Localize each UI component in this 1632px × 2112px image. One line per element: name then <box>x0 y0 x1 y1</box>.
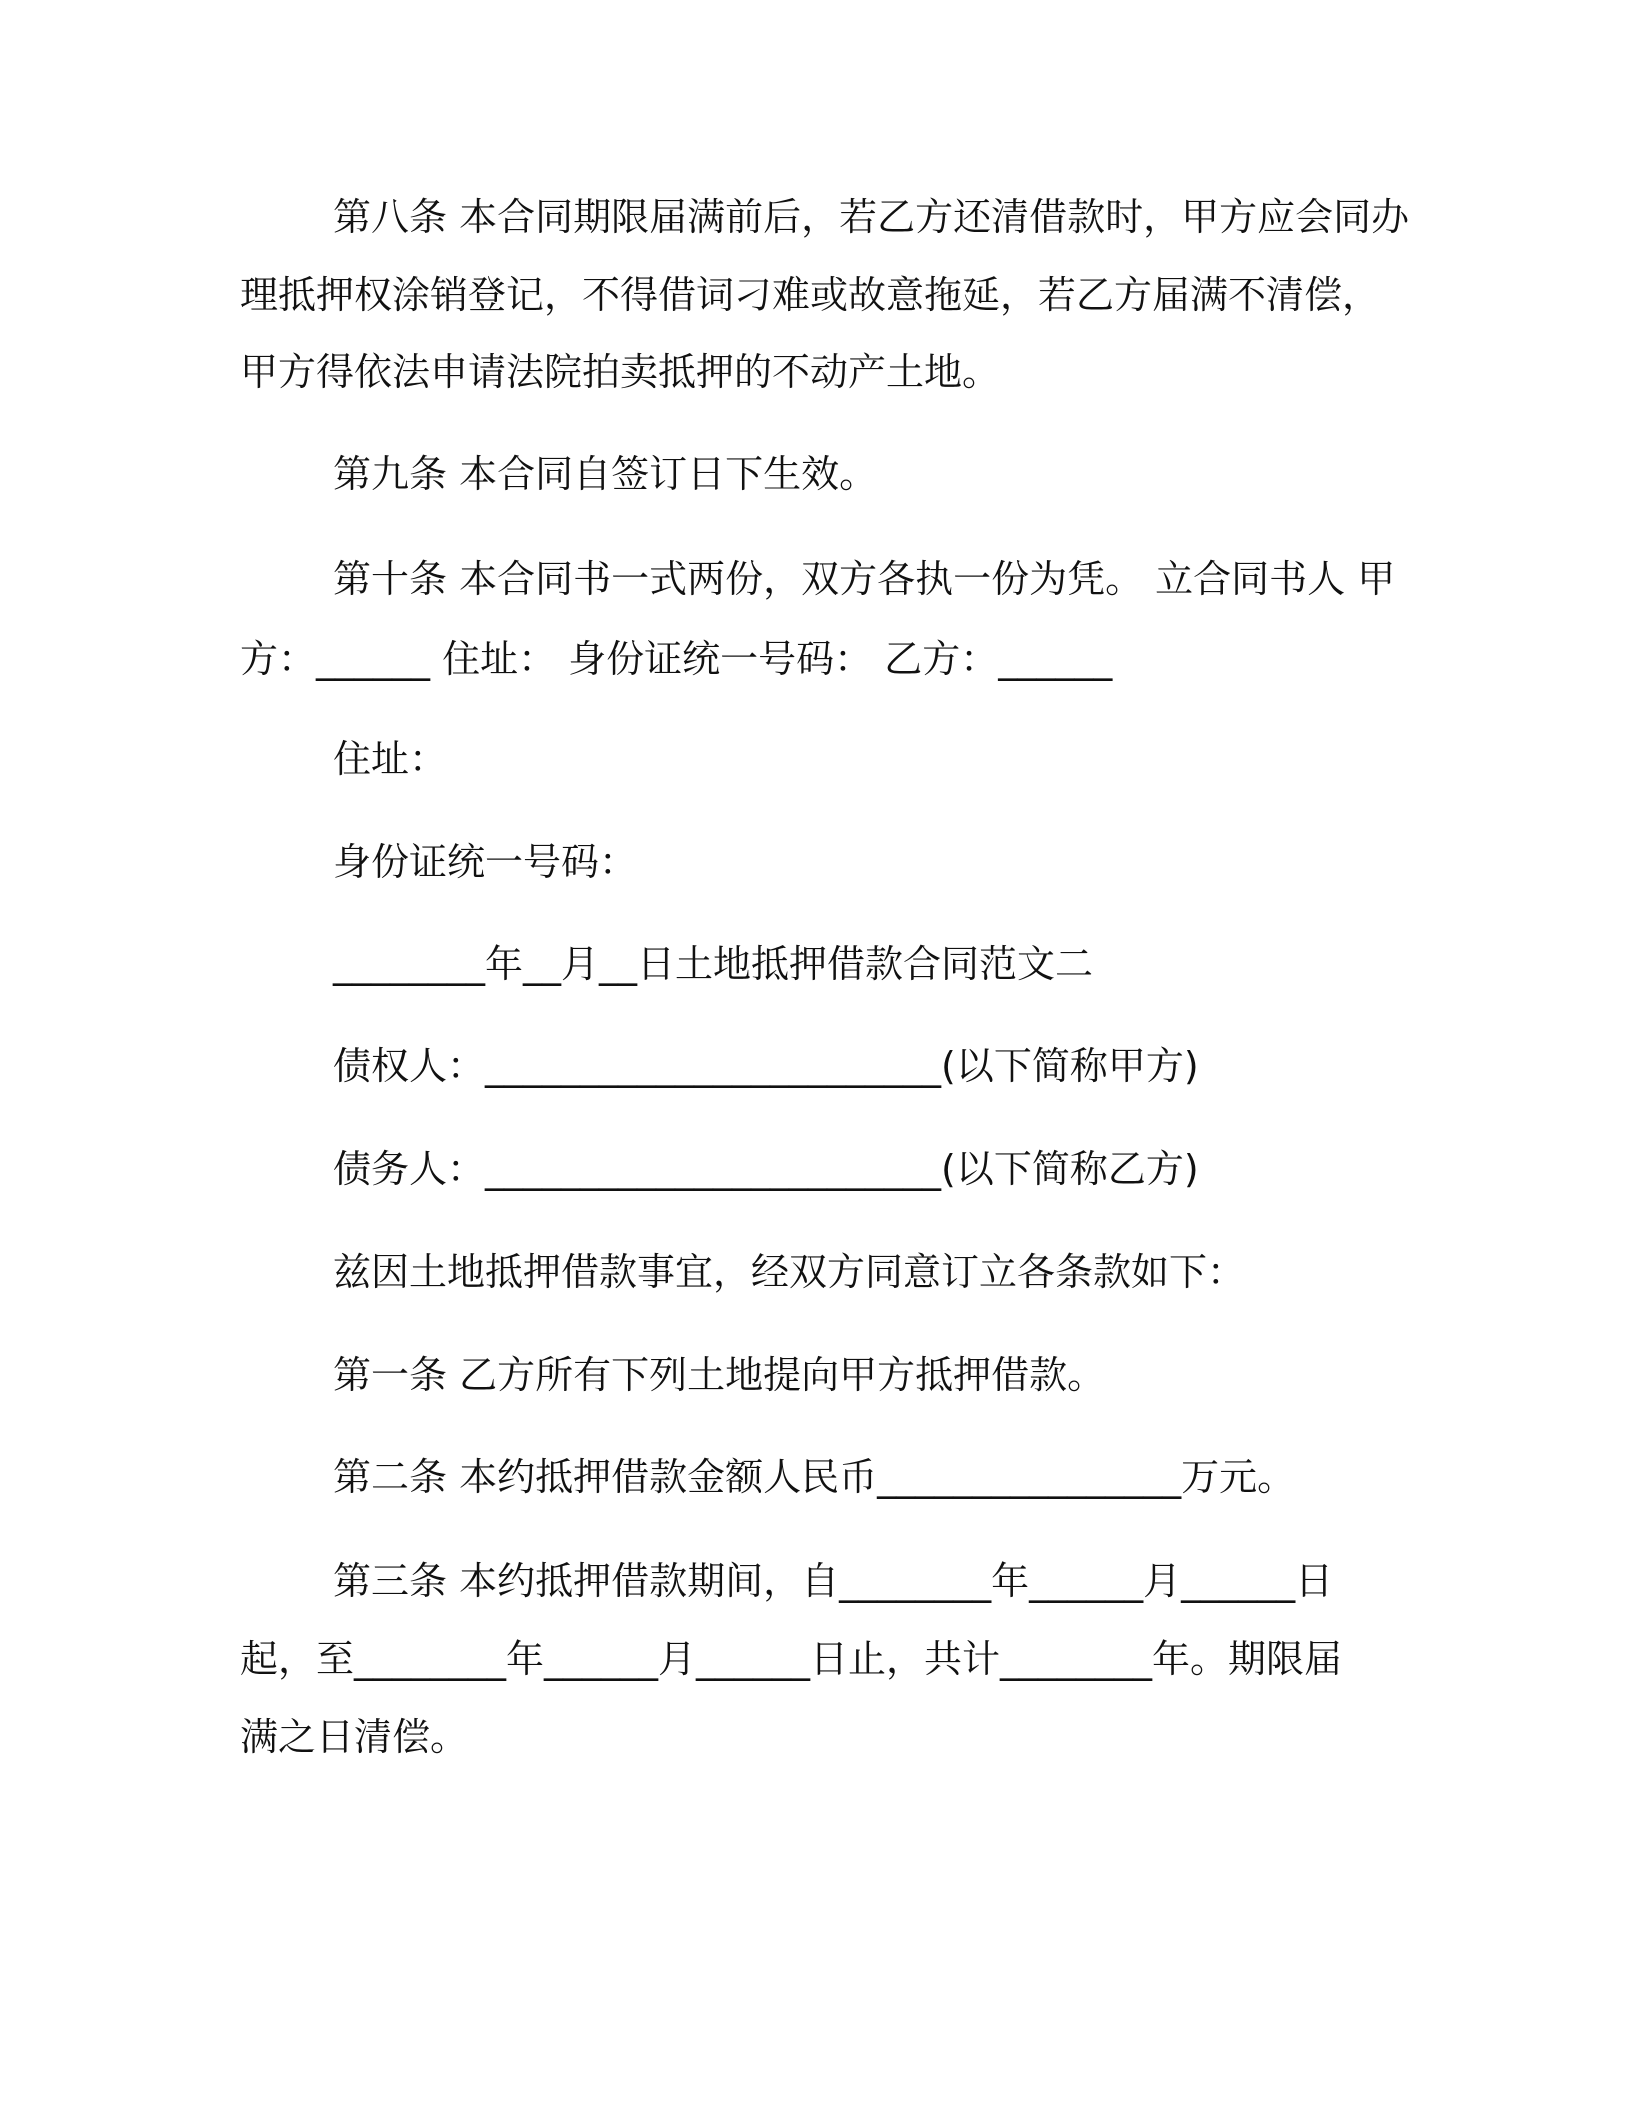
article-2: 第二条 本约抵押借款金额人民币________________万元。 <box>333 1455 1296 1499</box>
contract-two-heading: ________年__月__日土地抵押借款合同范文二 <box>333 942 1094 986</box>
debtor-line: 债务人：________________________(以下简称乙方) <box>333 1147 1199 1191</box>
article-8-line-2: 理抵押权涂销登记，不得借词刁难或故意拖延，若乙方届满不清偿， <box>240 273 1381 317</box>
article-9: 第九条 本合同自签订日下生效。 <box>333 452 878 496</box>
id-number-label: 身份证统一号码： <box>333 840 638 884</box>
article-10-line-1: 第十条 本合同书一式两份，双方各执一份为凭。 立合同书人 甲 <box>333 557 1396 601</box>
article-1: 第一条 乙方所有下列土地提向甲方抵押借款。 <box>333 1353 1106 1397</box>
creditor-line: 债权人：________________________(以下简称甲方) <box>333 1044 1199 1088</box>
article-3-line-3: 满之日清偿。 <box>240 1715 469 1759</box>
address-label: 住址： <box>333 737 448 781</box>
article-8-line-3: 甲方得依法申请法院拍卖抵押的不动产土地。 <box>240 350 1001 394</box>
preamble: 兹因土地抵押借款事宜，经双方同意订立各条款如下： <box>333 1250 1246 1294</box>
article-3-line-2: 起，至________年______月______日止，共计________年。期限届 <box>240 1637 1343 1681</box>
article-8-line-1: 第八条 本合同期限届满前后，若乙方还清借款时，甲方应会同办 <box>333 195 1410 239</box>
article-3-line-1: 第三条 本约抵押借款期间，自________年______月______日 <box>333 1559 1334 1603</box>
article-10-line-2: 方：______ 住址： 身份证统一号码： 乙方：______ <box>240 637 1113 681</box>
